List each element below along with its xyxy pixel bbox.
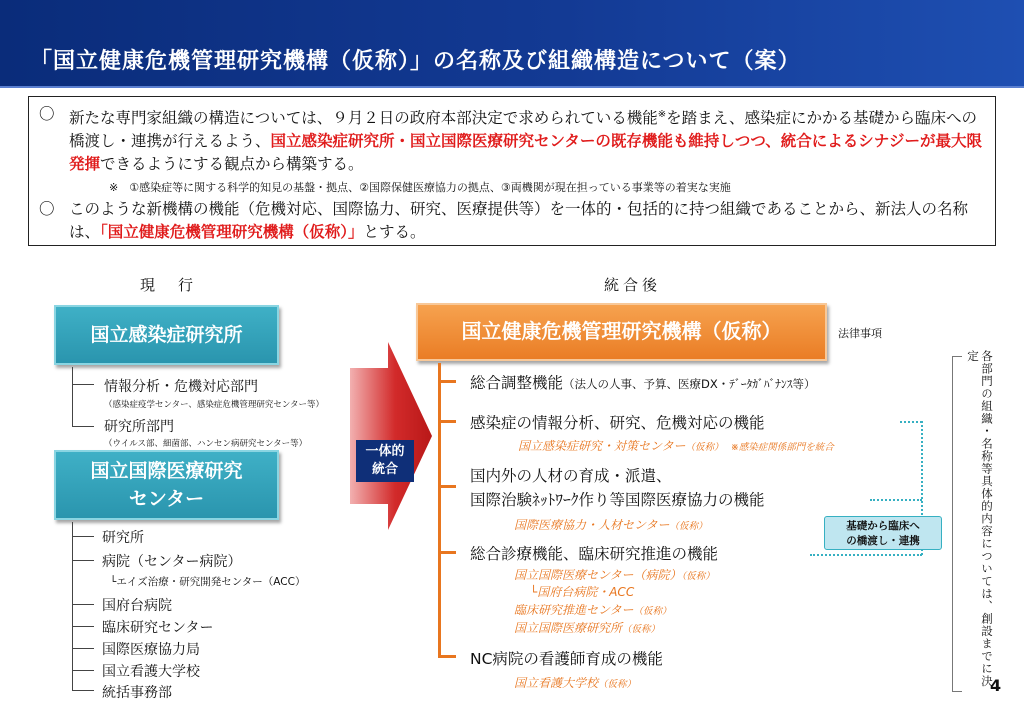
function-general-medical: 総合診療機能、臨床研究推進の機能 [470,545,719,563]
tree-branch [72,670,94,671]
center-infectious-disease [518,437,834,454]
ncgm-item-clinical-research: 臨床研究センター [102,620,214,636]
p1-text-after: できるようにする観点から構築する。 [100,155,364,174]
side-note-vertical: 各部門の組織・名称等具体的内容については、創設までに決定 [966,350,994,688]
ncgm-item-institute: 研究所 [102,530,144,546]
bridge-callout [824,516,942,550]
p1-text-before: 新たな専門家組織の構造については、９月２日の政府本部決定で求められている機能 [69,109,658,128]
function-coordination [470,371,816,393]
merged-tree-branch [438,420,456,423]
center-clinical-research-tag: （仮称） [633,606,672,617]
merged-tree-branch [438,380,456,383]
function-coordination-label: 総合調整機能 [470,374,564,392]
ncgm-name-line1: 国立国際医療研究 [90,460,243,482]
header-divider [0,86,1024,88]
merge-label-line1: 一体的 [365,444,405,459]
tree-branch [72,384,94,385]
merged-heading: 統合後 [604,276,662,294]
link-dotted-line [810,554,922,556]
summary-box [28,96,996,246]
center-intl-cooperation-name: 国際医療協力・人材センター [514,518,670,532]
function-infectious-disease: 感染症の情報分析、研究、危機対応の機能 [470,414,765,432]
bullet-circle-icon: 〇 [39,200,55,219]
summary-paragraph-2 [39,198,985,244]
merged-tree-line [438,363,441,658]
function-intl-cooperation-line2: 国際治験ﾈｯﾄﾜｰｸ作り等国際医療協力の機能 [470,491,765,509]
center-infectious-disease-note: ※感染症関係部門を統合 [730,442,834,453]
merge-label [356,440,414,482]
p1-text-emphasis: 国立感染症研究所・国立国際医療研究センターの既存機能も維持しつつ、統合によるシナジーが最大限発揮 [69,132,982,174]
bridge-callout-line2: の橋渡し・連携 [846,535,920,547]
page-title: 「国立健康危機管理研究機構（仮称）」の名称及び組織構造について（案） [30,49,801,74]
center-nursing-college-name: 国立看護大学校 [514,676,599,690]
p2-text-after: とする。 [363,223,426,242]
center-intl-cooperation [514,516,708,533]
bullet-circle-icon: 〇 [39,105,55,123]
ncgm-item-center-hospital: 病院（センター病院） [102,554,242,570]
center-ncgm-hospital [514,566,715,583]
center-clinical-research [514,601,672,618]
tree-branch [72,426,94,427]
merged-tree-branch [438,655,456,658]
niid-item-info-analysis-detail: （感染症疫学センター、感染症危機管理研究センター等） [104,400,324,410]
ncgm-item-kohnodai: 国府台病院 [102,598,172,614]
legal-note: 法律事項 [838,327,882,340]
niid-item-info-analysis: 情報分析・危機対応部門 [104,379,258,395]
center-research-institute-tag: （仮称） [622,624,661,635]
function-coordination-detail: （法人の人事、予算、医療DX・ﾃﾞｰﾀｶﾞﾊﾞﾅﾝｽ等） [563,377,816,391]
function-nursing-training: NC病院の看護師育成の機能 [470,650,663,668]
merged-tree-branch [438,551,456,554]
center-ncgm-hospital-tag: （仮称） [681,571,715,582]
summary-paragraph-1 [39,103,985,176]
center-nursing-college-tag: （仮称） [598,679,637,690]
center-nursing-college [514,674,636,691]
bridge-callout-line1: 基礎から臨床へ [846,520,920,532]
niid-box [54,305,279,365]
center-infectious-disease-name: 国立感染症研究・対策センター [518,439,686,453]
tree-branch [72,604,94,605]
ncgm-item-intl-cooperation: 国際医療協力局 [102,642,200,658]
center-infectious-disease-tag: （仮称） [685,442,719,453]
center-clinical-research-name: 臨床研究推進センター [514,603,634,617]
ncgm-item-acc: └エイズ治療・研究開発センター（ACC） [110,576,306,588]
ncgm-box [54,450,279,520]
ncgm-tree-line [72,522,73,690]
ncgm-item-acc-label: エイズ治療・研究開発センター（ACC） [116,576,306,588]
side-bracket [952,356,962,692]
niid-tree-line [72,367,73,427]
center-research-institute-name: 国立国際医療研究所 [514,621,623,635]
p1-text-middle: を踏まえ、感染症にかかる基礎から臨床への橋渡し・連携が行えるよう、 [69,109,978,151]
merge-arrow-icon [350,342,432,530]
center-intl-cooperation-tag: （仮称） [669,521,708,532]
page-number: 4 [990,676,1002,695]
ncgm-item-nursing-college: 国立看護大学校 [102,664,200,680]
tree-branch [72,536,94,537]
tree-branch [72,626,94,627]
niid-item-research: 研究所部門 [104,419,174,435]
niid-name: 国立感染症研究所 [90,324,243,346]
merge-label-line2: 統合 [371,462,398,477]
header-bar [0,0,1024,88]
center-kohnodai-acc: └国府台病院・ACC [530,585,635,599]
ncgm-name-line2: センター [128,488,205,510]
p2-text-before: このような新機構の機能（危機対応、国際協力、研究、医療提供等）を一体的・包括的に持つ組織であることから、新法人の名称は、 [69,200,969,242]
center-research-institute [514,619,660,636]
merged-org-name: 国立健康危機管理研究機構（仮称） [461,319,782,343]
center-ncgm-hospital-name: 国立国際医療センター（病院） [514,568,682,582]
link-dotted-line [870,499,922,501]
p1-note-mark: ※ [657,109,667,120]
ncgm-item-admin: 統括事務部 [102,685,172,701]
merged-org-box [416,303,827,361]
p2-text-emphasis: 「国立健康危機管理研究機構（仮称）」 [100,223,364,242]
tree-branch [72,648,94,649]
summary-footnote: ※ ①感染症等に関する科学的知見の基盤・拠点、②国際保健医療協力の拠点、③両機関が現在担っている事業等の着実な実施 [109,181,731,195]
link-dotted-line [900,421,922,423]
niid-item-research-detail: （ウイルス部、細菌部、ハンセン病研究センター等） [104,439,308,449]
function-intl-cooperation-line1: 国内外の人材の育成・派遣、 [470,467,672,485]
merged-tree-branch [438,485,456,488]
tree-branch [72,690,94,691]
current-heading: 現 行 [140,276,198,294]
tree-branch [72,560,94,561]
